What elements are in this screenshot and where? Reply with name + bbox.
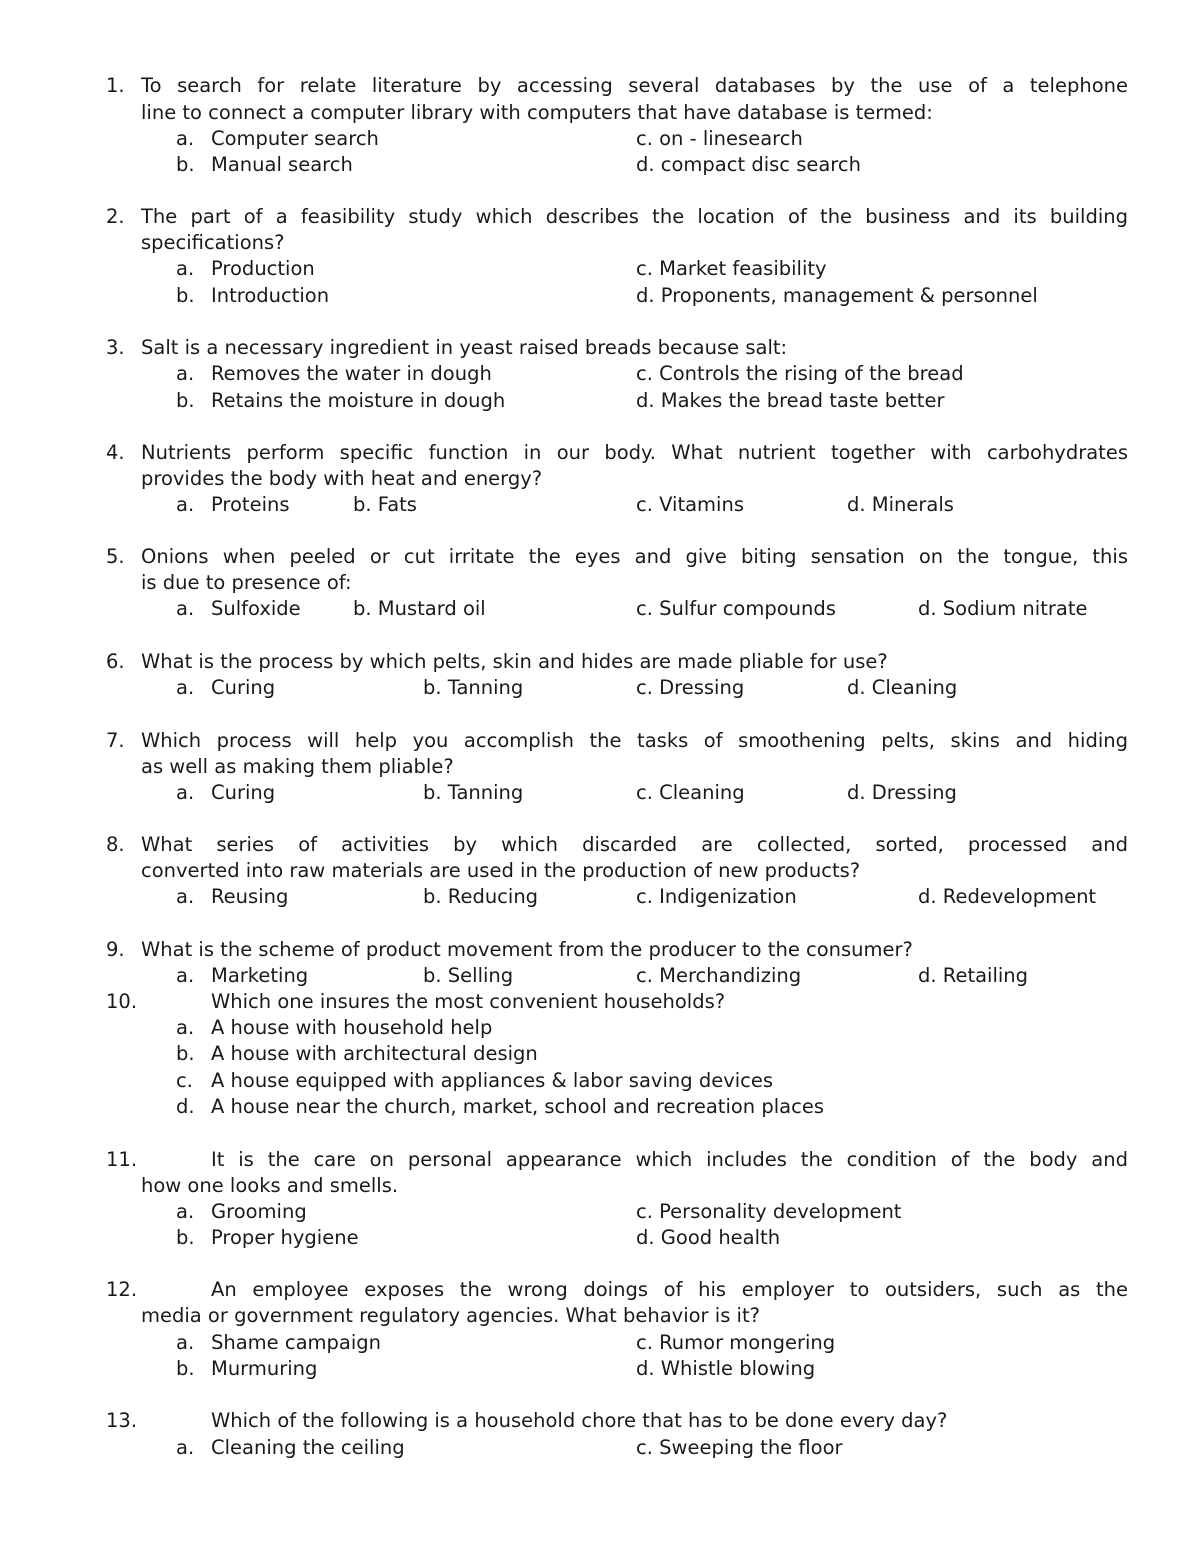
question-text: What is the process by which pelts, skin and hides are made pliable for use? bbox=[141, 650, 888, 673]
option-d: d. Retailing bbox=[918, 964, 1029, 987]
option-a: a. Computer search bbox=[176, 127, 379, 150]
question-text: An employee exposes the wrong doings of his employer to outsiders, such as the bbox=[211, 1278, 1128, 1301]
question-text: specifications? bbox=[141, 231, 285, 254]
option-c: c. Market feasibility bbox=[636, 257, 827, 280]
option-c: c. Vitamins bbox=[636, 493, 744, 516]
option-a: a. Production bbox=[176, 257, 315, 280]
question-text: line to connect a computer library with computers that have database is termed: bbox=[141, 101, 933, 124]
option-d: d. Dressing bbox=[847, 781, 957, 804]
question-text: The part of a feasibility study which describes the location of the business and its building bbox=[141, 205, 1128, 228]
question-text: how one looks and smells. bbox=[141, 1174, 399, 1197]
option-a: a. A house with household help bbox=[176, 1016, 493, 1039]
question-text: provides the body with heat and energy? bbox=[141, 467, 543, 490]
question-text: Which one insures the most convenient households? bbox=[211, 990, 726, 1013]
question-text: What series of activities by which discarded are collected, sorted, processed and bbox=[141, 833, 1128, 856]
option-d: d. Proponents, management & personnel bbox=[636, 284, 1038, 307]
option-b: b. Murmuring bbox=[176, 1357, 318, 1380]
option-b: b. Reducing bbox=[423, 885, 539, 908]
question-text: To search for relate literature by accessing several databases by the use of a telephone bbox=[141, 74, 1128, 97]
option-d: d. Makes the bread taste better bbox=[636, 389, 945, 412]
option-c: c. Sweeping the floor bbox=[636, 1436, 843, 1459]
option-c: c. Indigenization bbox=[636, 885, 797, 908]
option-b: b. Retains the moisture in dough bbox=[176, 389, 506, 412]
option-a: a. Grooming bbox=[176, 1200, 307, 1223]
option-c: c. Cleaning bbox=[636, 781, 745, 804]
option-a: a. Curing bbox=[176, 676, 276, 699]
option-a: a. Reusing bbox=[176, 885, 289, 908]
option-c: c. Rumor mongering bbox=[636, 1331, 836, 1354]
question-number: 12. bbox=[106, 1278, 138, 1301]
question-number: 7. bbox=[106, 729, 125, 752]
option-b: b. Selling bbox=[423, 964, 514, 987]
option-a: a. Cleaning the ceiling bbox=[176, 1436, 405, 1459]
option-d: d. Cleaning bbox=[847, 676, 958, 699]
option-a: a. Marketing bbox=[176, 964, 309, 987]
option-b: b. Proper hygiene bbox=[176, 1226, 359, 1249]
option-a: a. Sulfoxide bbox=[176, 597, 301, 620]
option-a: a. Proteins bbox=[176, 493, 290, 516]
option-b: b. Manual search bbox=[176, 153, 353, 176]
question-text: It is the care on personal appearance which includes the condition of the body and bbox=[211, 1148, 1128, 1171]
question-number: 6. bbox=[106, 650, 125, 673]
option-c: c. Dressing bbox=[636, 676, 745, 699]
option-b: b. Tanning bbox=[423, 676, 524, 699]
option-b: b. Mustard oil bbox=[353, 597, 486, 620]
question-number: 3. bbox=[106, 336, 125, 359]
option-d: d. compact disc search bbox=[636, 153, 861, 176]
question-text: converted into raw materials are used in the production of new products? bbox=[141, 859, 861, 882]
question-number: 5. bbox=[106, 545, 125, 568]
question-number: 8. bbox=[106, 833, 125, 856]
option-d: d. A house near the church, market, school and recreation places bbox=[176, 1095, 824, 1118]
question-text: Which of the following is a household chore that has to be done every day? bbox=[211, 1409, 948, 1432]
question-number: 9. bbox=[106, 938, 125, 961]
question-text: Salt is a necessary ingredient in yeast raised breads because salt: bbox=[141, 336, 788, 359]
option-a: a. Shame campaign bbox=[176, 1331, 382, 1354]
option-d: d. Sodium nitrate bbox=[918, 597, 1088, 620]
option-c: c. Sulfur compounds bbox=[636, 597, 836, 620]
option-d: d. Whistle blowing bbox=[636, 1357, 816, 1380]
question-number: 4. bbox=[106, 441, 125, 464]
option-c: c. Personality development bbox=[636, 1200, 902, 1223]
question-number: 13. bbox=[106, 1409, 138, 1432]
question-number: 1. bbox=[106, 74, 125, 97]
question-number: 2. bbox=[106, 205, 125, 228]
question-text: Which process will help you accomplish the tasks of smoothening pelts, skins and hiding bbox=[141, 729, 1128, 752]
option-b: b. Introduction bbox=[176, 284, 330, 307]
question-text: media or government regulatory agencies. What behavior is it? bbox=[141, 1304, 760, 1327]
option-b: b. A house with architectural design bbox=[176, 1042, 538, 1065]
question-number: 10. bbox=[106, 990, 138, 1013]
option-b: b. Tanning bbox=[423, 781, 524, 804]
question-text: What is the scheme of product movement from the producer to the consumer? bbox=[141, 938, 913, 961]
question-text: is due to presence of: bbox=[141, 571, 352, 594]
option-b: b. Fats bbox=[353, 493, 417, 516]
question-text: as well as making them pliable? bbox=[141, 755, 454, 778]
option-d: d. Good health bbox=[636, 1226, 781, 1249]
question-text: Onions when peeled or cut irritate the eyes and give biting sensation on the tongue, this bbox=[141, 545, 1128, 568]
option-d: d. Redevelopment bbox=[918, 885, 1097, 908]
option-a: a. Removes the water in dough bbox=[176, 362, 492, 385]
option-c: c. Controls the rising of the bread bbox=[636, 362, 964, 385]
question-text: Nutrients perform specific function in our body. What nutrient together with carbohydrates bbox=[141, 441, 1128, 464]
option-c: c. A house equipped with appliances & labor saving devices bbox=[176, 1069, 774, 1092]
option-c: c. Merchandizing bbox=[636, 964, 802, 987]
option-a: a. Curing bbox=[176, 781, 276, 804]
option-d: d. Minerals bbox=[847, 493, 954, 516]
question-number: 11. bbox=[106, 1148, 138, 1171]
option-c: c. on - linesearch bbox=[636, 127, 803, 150]
